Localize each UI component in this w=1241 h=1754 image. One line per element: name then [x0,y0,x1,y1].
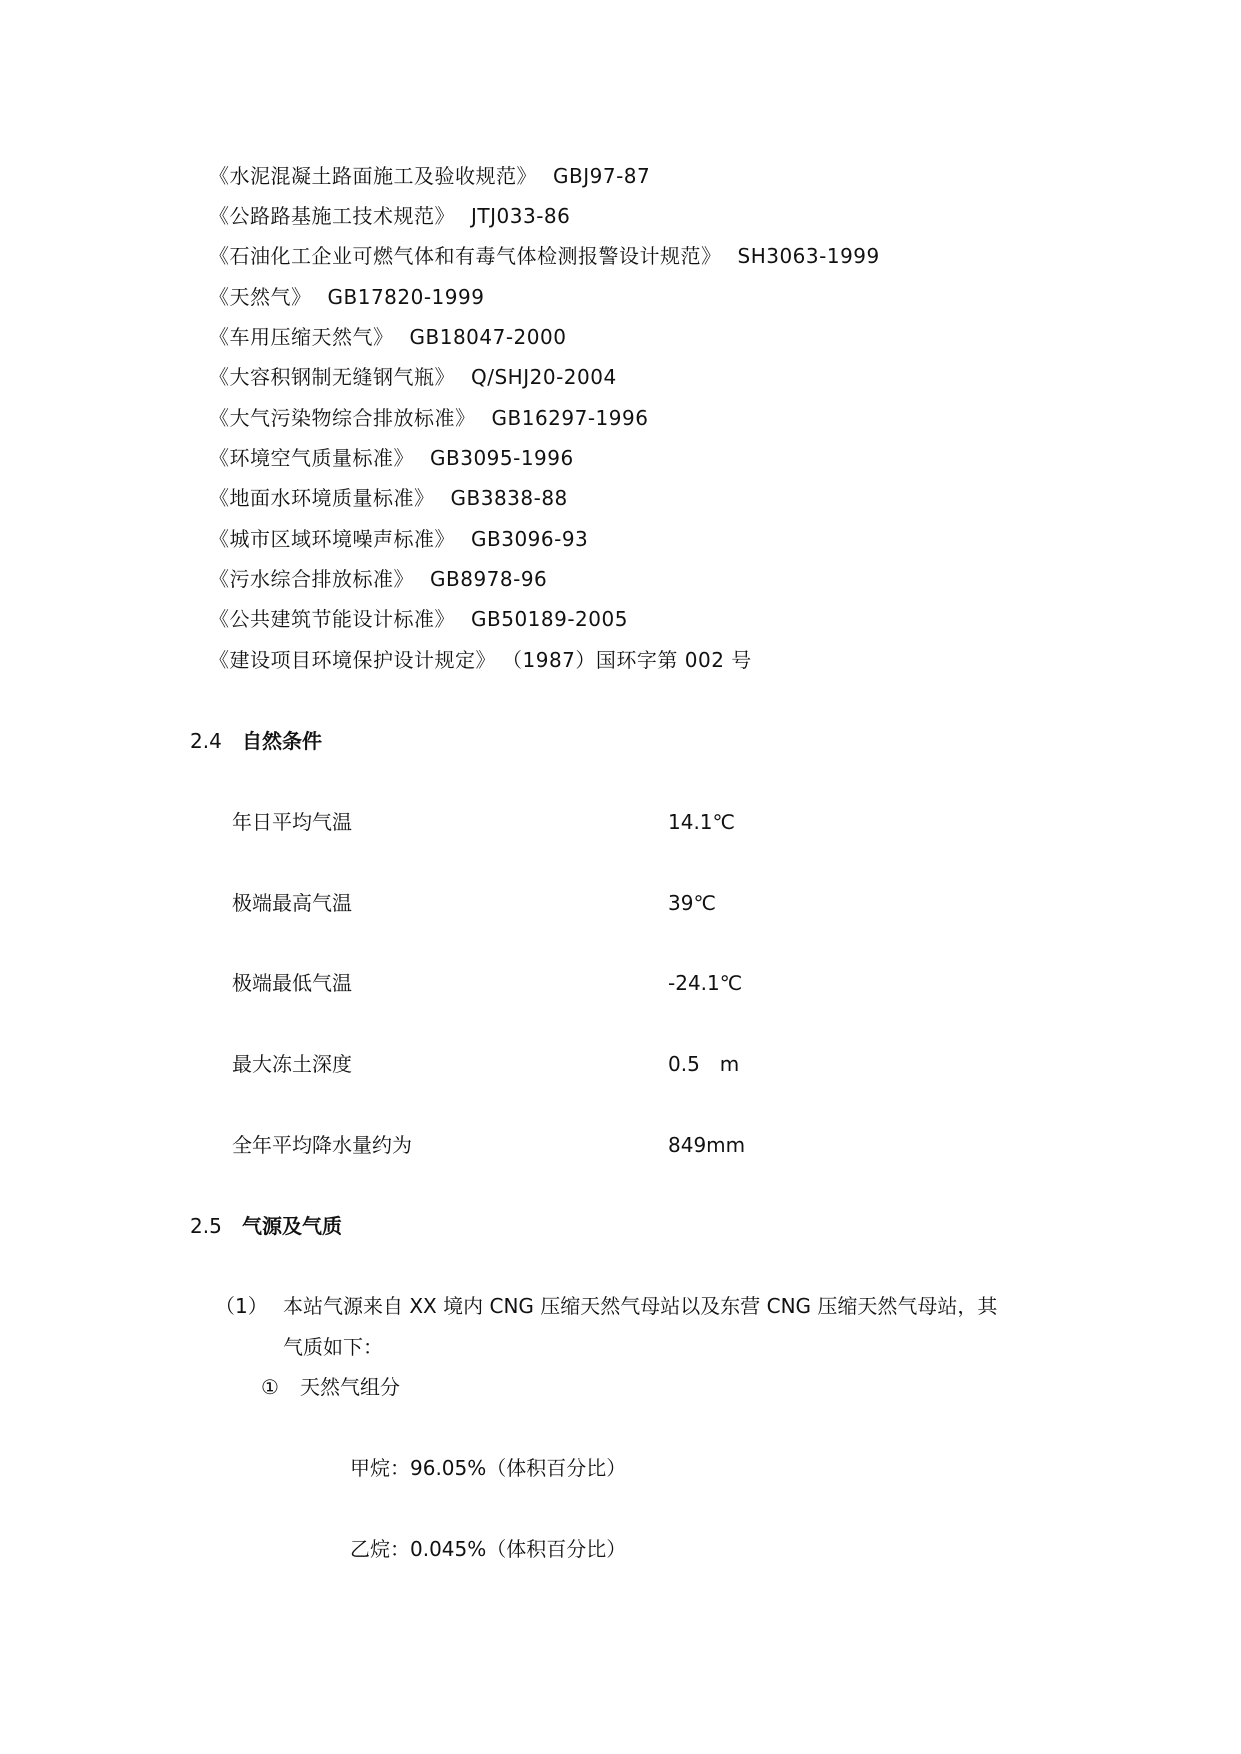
standard-name: 《大容积钢制无缝钢气瓶》 [209,365,455,389]
sub-item-marker: ① [261,1375,279,1399]
section-number: 2.4 [190,729,222,753]
section-number: 2.5 [190,1214,222,1238]
gas-component: 乙烷：0.045%（体积百分比） [350,1537,627,1561]
standard-code: GB18047-2000 [409,325,567,349]
condition-label: 年日平均气温 [232,810,352,834]
standard-code: JTJ033-86 [471,204,571,228]
standard-item [209,196,570,236]
item-text-line-2: 气质如下： [283,1335,383,1359]
standard-code: GB50189-2005 [471,607,628,631]
standard-code: GB16297-1996 [491,406,649,430]
section-heading-2-5 [190,1211,342,1241]
section-heading-2-4 [190,726,322,756]
standard-item [209,599,628,639]
standard-item [209,478,568,518]
standard-item [209,519,588,559]
condition-label: 全年平均降水量约为 [232,1133,412,1157]
standard-name: 《公路路基施工技术规范》 [209,204,455,228]
standard-item [209,156,650,196]
standard-code: GB17820-1999 [327,285,485,309]
standard-name: 《污水综合排放标准》 [209,567,414,591]
standard-name: 《环境空气质量标准》 [209,446,414,470]
standard-name: 《车用压缩天然气》 [209,325,394,349]
standard-item [209,398,648,438]
condition-value: 849mm [668,1133,746,1157]
standard-code: Q/SHJ20-2004 [471,365,617,389]
sub-item-title: 天然气组分 [300,1375,400,1399]
gas-component: 甲烷：96.05%（体积百分比） [350,1456,627,1480]
standard-code: SH3063-1999 [737,244,880,268]
standard-name: 《地面水环境质量标准》 [209,486,435,510]
standard-item [209,438,574,478]
standard-code: GB3838-88 [450,486,568,510]
section-title: 气源及气质 [242,1214,342,1238]
standard-name: 《公共建筑节能设计标准》 [209,607,455,631]
standard-item [209,640,752,680]
standard-code: GB8978-96 [430,567,548,591]
standard-item [209,236,880,276]
standard-name: 《天然气》 [209,285,312,309]
standard-item [209,357,617,397]
standard-name: 《建设项目环境保护设计规定》 [209,648,496,672]
condition-value: 39℃ [668,891,716,915]
standard-code: GB3096-93 [471,527,589,551]
standard-name: 《城市区域环境噪声标准》 [209,527,455,551]
standard-name: 《水泥混凝土路面施工及验收规范》 [209,164,537,188]
section-title: 自然条件 [242,729,322,753]
condition-value: 0.5 m [668,1052,740,1076]
standard-code: （1987）国环字第 002 号 [512,648,752,672]
standard-item [209,559,547,599]
standard-name: 《大气污染物综合排放标准》 [209,406,476,430]
condition-value: -24.1℃ [668,971,743,995]
condition-value: 14.1℃ [668,810,735,834]
standard-code: GBJ97-87 [553,164,651,188]
condition-label: 极端最低气温 [232,971,352,995]
condition-label: 最大冻土深度 [232,1052,352,1076]
item-marker: （1） [215,1294,268,1318]
standard-item [209,317,566,357]
item-text-line-1: 本站气源来自 XX 境内 CNG 压缩天然气母站以及东营 CNG 压缩天然气母站，其 [283,1294,998,1318]
standard-code: GB3095-1996 [430,446,574,470]
condition-label: 极端最高气温 [232,891,352,915]
standard-item [209,277,484,317]
standard-name: 《石油化工企业可燃气体和有毒气体检测报警设计规范》 [209,244,722,268]
